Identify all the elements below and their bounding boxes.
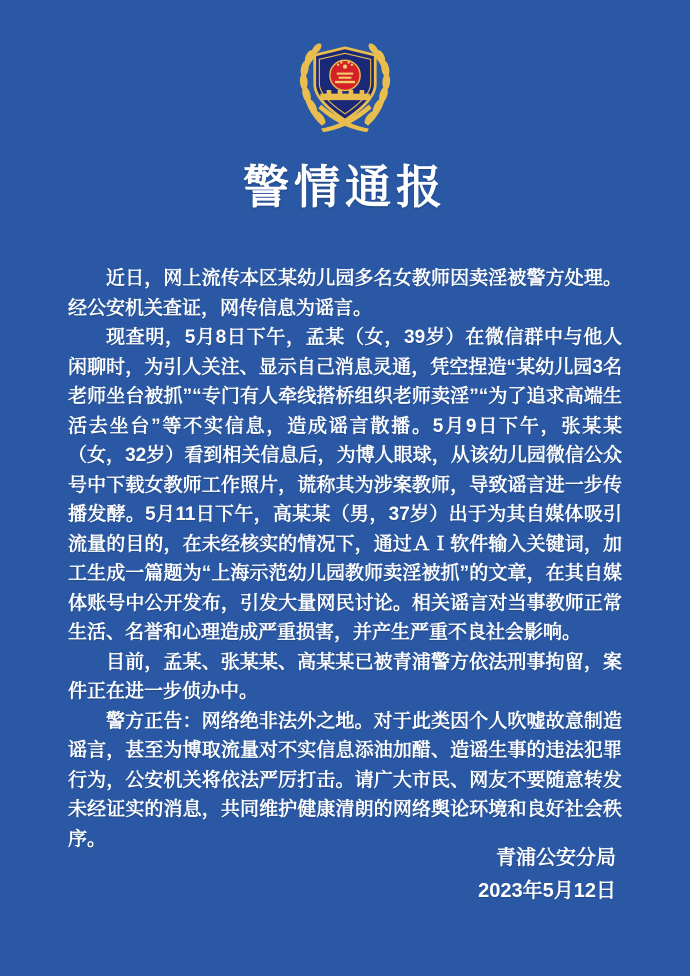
signature-issuer: 青浦公安分局 xyxy=(496,847,616,869)
notice-title: 警情通报 xyxy=(243,161,447,213)
notice-paragraph-3: 目前，孟某、张某某、高某某已被青浦警方依法刑事拘留，案件正在进一步侦办中。 xyxy=(68,651,622,702)
signature-date: 2023年5月12日 xyxy=(478,880,616,902)
notice-paragraph-2: 现查明，5月8日下午，孟某（女，39岁）在微信群中与他人闲聊时，为引人关注、显示自己消息灵通，凭空捏造“某幼儿园3名老师坐台被抓”“专门有人牵线搭桥组织老师卖淫”“为了追求高端生活去坐台”等不实信息，造成谣言散播。5月9日下午，张某某（女，32岁）看到相关信息后，为博人眼球，从该幼儿园微信公众号中下载女教师工作照片，谎称其为涉案教师，导致谣言进一步传播发酵。5月11日下午，高某某（男，37岁）出于为其自媒体吸引流量的目的，在未经核实的情况下，通过ＡＩ软件输入关键词，加工生成一篇题为“上海示范幼儿园教师卖淫被抓”的文章，在其自媒体账号中公开发布，引发大量网民讨论。相关谣言对当事教师正常生活、名誉和心理造成严重损害，并产生严重不良社会影响。 xyxy=(68,327,622,643)
notice-body xyxy=(68,264,622,854)
notice-paragraph-4: 警方正告：网络绝非法外之地。对于此类因个人吹嘘故意制造谣言，甚至为博取流量对不实信息添油加醋、造谣生事的违法犯罪行为，公安机关将依法严厉打击。请广大市民、网友不要随意转发未经证实的消息，共同维护健康清朗的网络舆论环境和良好社会秩序。 xyxy=(68,710,622,850)
signature-block xyxy=(478,842,616,908)
notice-paragraph-1: 近日，网上流传本区某幼儿园多名女教师因卖淫被警方处理。经公安机关查证，网传信息为谣言。 xyxy=(68,268,622,319)
police-badge-icon xyxy=(290,42,400,138)
